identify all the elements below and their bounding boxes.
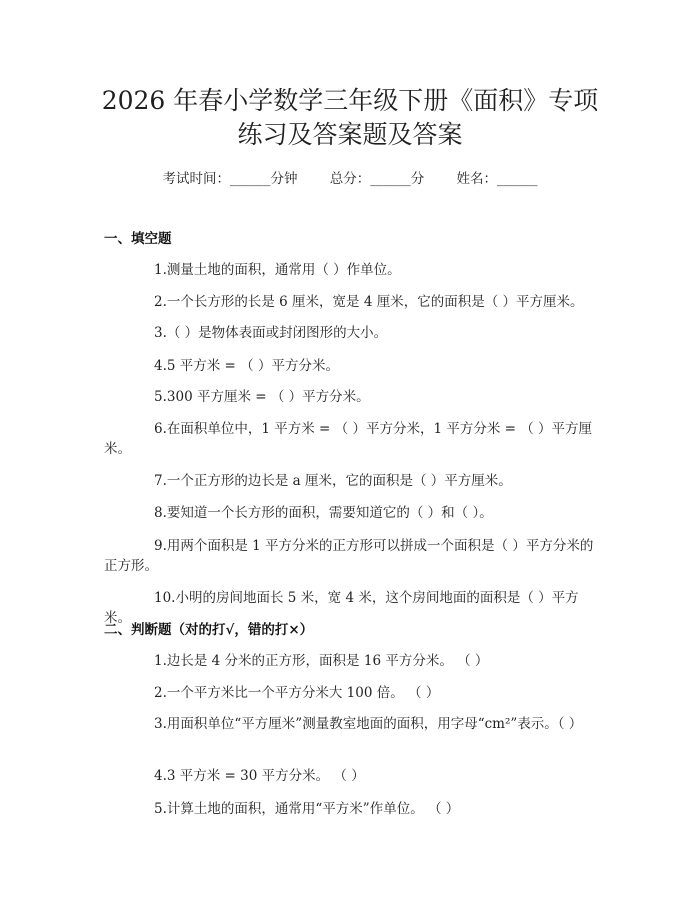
question-item	[104, 651, 596, 671]
question-item	[104, 323, 596, 343]
question-number: 8.	[154, 505, 167, 521]
question-number: 4.	[154, 358, 167, 374]
question-item	[104, 503, 596, 523]
question-item	[104, 292, 596, 312]
question-item	[104, 419, 596, 459]
question-text: 一个长方形的长是 6 厘米，宽是 4 厘米，它的面积是（ ）平方厘米。	[166, 294, 584, 310]
question-item	[104, 714, 596, 734]
student-name-field: 姓名：______	[456, 171, 538, 187]
question-number: 1.	[154, 262, 167, 278]
question-number: 3.	[154, 325, 167, 341]
question-text: 计算土地的面积，通常用“平方米”作单位。 （ ）	[166, 801, 460, 817]
question-text: 300 平方厘米 = （ ）平方分米。	[166, 389, 370, 405]
question-text: 要知道一个长方形的面积，需要知道它的（ ）和（ ）。	[166, 505, 493, 521]
exam-time-field: 考试时间：______分钟	[162, 171, 298, 187]
question-item	[104, 766, 596, 786]
question-number: 5.	[154, 389, 167, 405]
question-text: 测量土地的面积，通常用（ ）作单位。	[166, 262, 401, 278]
question-number: 9.	[154, 538, 167, 554]
question-item	[104, 799, 596, 819]
question-number: 2.	[154, 685, 167, 701]
question-text: 一个正方形的边长是 a 厘米，它的面积是（ ）平方厘米。	[166, 473, 512, 489]
question-number: 4.	[154, 768, 167, 784]
question-number: 10.	[154, 590, 176, 606]
question-text: 5 平方米 = （ ）平方分米。	[166, 358, 339, 374]
exam-info	[0, 169, 700, 189]
question-item	[104, 683, 596, 703]
question-number: 7.	[154, 473, 167, 489]
question-item	[104, 536, 596, 576]
question-text: 3 平方米 = 30 平方分米。 （ ）	[166, 768, 365, 784]
question-text: 在面积单位中，1 平方米 = （ ）平方分米，1 平方分米 = （ ）平方厘米。	[104, 421, 593, 457]
question-text: 用面积单位“平方厘米”测量教室地面的面积，用字母“cm²”表示。（ ）	[166, 716, 583, 732]
question-text: 用两个面积是 1 平方分米的正方形可以拼成一个面积是（ ）平方分米的正方形。	[104, 538, 594, 574]
question-item	[104, 387, 596, 407]
document-title-line-2: 练习及答案题及答案	[237, 120, 463, 149]
section-heading-fill-blank: 一、填空题	[104, 231, 172, 247]
question-number: 2.	[154, 294, 167, 310]
question-text: 一个平方米比一个平方分米大 100 倍。 （ ）	[166, 685, 440, 701]
question-text: （ ）是物体表面或封闭图形的大小。	[166, 325, 388, 341]
question-item	[104, 471, 596, 491]
question-text: 小明的房间地面长 5 米，宽 4 米，这个房间地面的面积是（ ）平方米。	[104, 590, 579, 626]
question-item	[104, 356, 596, 376]
total-score-field: 总分：______分	[329, 171, 425, 187]
question-number: 3.	[154, 716, 167, 732]
document-title-line-1: 2026 年春小学数学三年级下册《面积》专项	[101, 86, 599, 115]
question-text: 边长是 4 分米的正方形，面积是 16 平方分米。 （ ）	[166, 653, 489, 669]
question-item	[104, 260, 596, 280]
question-number: 6.	[154, 421, 167, 437]
section-heading-true-false: 二、判断题（对的打√，错的打×）	[104, 622, 314, 638]
question-number: 5.	[154, 801, 167, 817]
question-number: 1.	[154, 653, 167, 669]
